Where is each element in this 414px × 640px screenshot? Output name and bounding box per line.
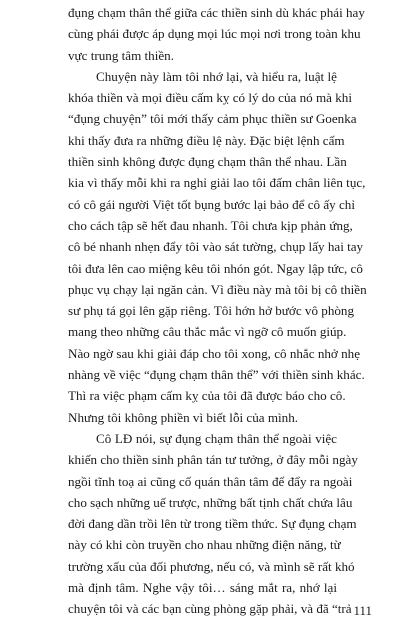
text-line: Cô LĐ nói, sự đụng chạm thân thể ngoài việc	[96, 430, 337, 446]
text-line: vực trung tâm thiền.	[68, 47, 175, 63]
text-line: cho sạch những uế trược, những bất tịnh chất chứa lâu	[68, 494, 353, 510]
text-line: có cô gái người Việt tốt bụng bước lại bảo để cô ấy chỉ	[68, 196, 355, 212]
text-line: ngồi tĩnh toạ ai cũng cố quán thân tâm để đẩy ra ngoài	[68, 473, 353, 489]
text-line: cùng phái được áp dụng mọi lúc mọi nơi trong toàn khu	[68, 26, 361, 42]
text-line: “đụng chuyện” tôi mới thấy cảm phục thiền sư Goenka	[68, 111, 357, 127]
text-line: thiền sinh không được đụng chạm thân thể nhau. Lần	[68, 154, 347, 170]
text-line: Thì ra việc phạm cấm kỵ của tôi đã được báo cho cô.	[68, 388, 346, 404]
text-line: tôi đưa lên cao miệng kêu tôi nhón gót. Ngay lập tức, cô	[68, 260, 363, 276]
text-line: cho cách tập sẽ hết đau nhanh. Tôi chưa kịp phản ứng,	[68, 217, 353, 233]
text-line: khi thấy đưa ra những điều lệ này. Đặc biệt lệnh cấm	[68, 132, 345, 148]
text-line: mang theo những câu thắc mắc vì ngỡ cô muốn giúp.	[68, 324, 347, 340]
text-line: chuyện tôi và các bạn cùng phòng gặp phải, và đã “trả	[68, 601, 352, 617]
text-line: Chuyện này làm tôi nhớ lại, và hiểu ra, luật lệ	[96, 68, 337, 84]
text-line: đời đang dần trồi lên từ trong tiềm thức. Sự đụng chạm	[68, 516, 357, 532]
text-line: nhàng về việc “đụng chạm thân thể” với thiền sinh khác.	[68, 367, 365, 383]
text-line: Nào ngờ sau khi giải đáp cho tôi xong, cô nhắc nhở nhẹ	[68, 345, 361, 361]
text-line: Nhưng tôi không phiền vì biết lỗi của mình.	[68, 409, 299, 425]
text-line: đụng chạm thân thể giữa các thiền sinh dù khác phái hay	[68, 5, 365, 20]
text-line: sư phụ tá gọi lên gặp riêng. Tôi hớn hở bước vô phòng	[68, 303, 355, 319]
text-line: này có khi còn truyền cho nhau những điện năng, từ	[68, 537, 341, 553]
text-line: khiến cho thiền sinh phân tán tư tưởng, ở đây mỗi ngày	[68, 452, 358, 468]
text-line: trường xấu của đối phương, nếu có, và mình sẽ rất khó	[68, 558, 355, 574]
page-number: 111	[353, 603, 372, 618]
text-line: kia vì thấy mỗi khi ra nghỉ giải lao tôi đấm chân liên tục,	[68, 175, 366, 191]
text-line: phục vụ chạy lại ngăn cản. Vì điều này mà tôi bị cô thiền	[68, 281, 367, 297]
text-line: khóa thiền và mọi điều cấm kỵ có lý do của nó mà khi	[68, 90, 352, 106]
text-line: mà định tâm. Nghe vậy tôi… sáng mắt ra, nhớ lại	[68, 580, 337, 596]
text-line: cô bé nhanh nhẹn đẩy tôi vào sát tường, chụp lấy hai tay	[68, 239, 364, 255]
